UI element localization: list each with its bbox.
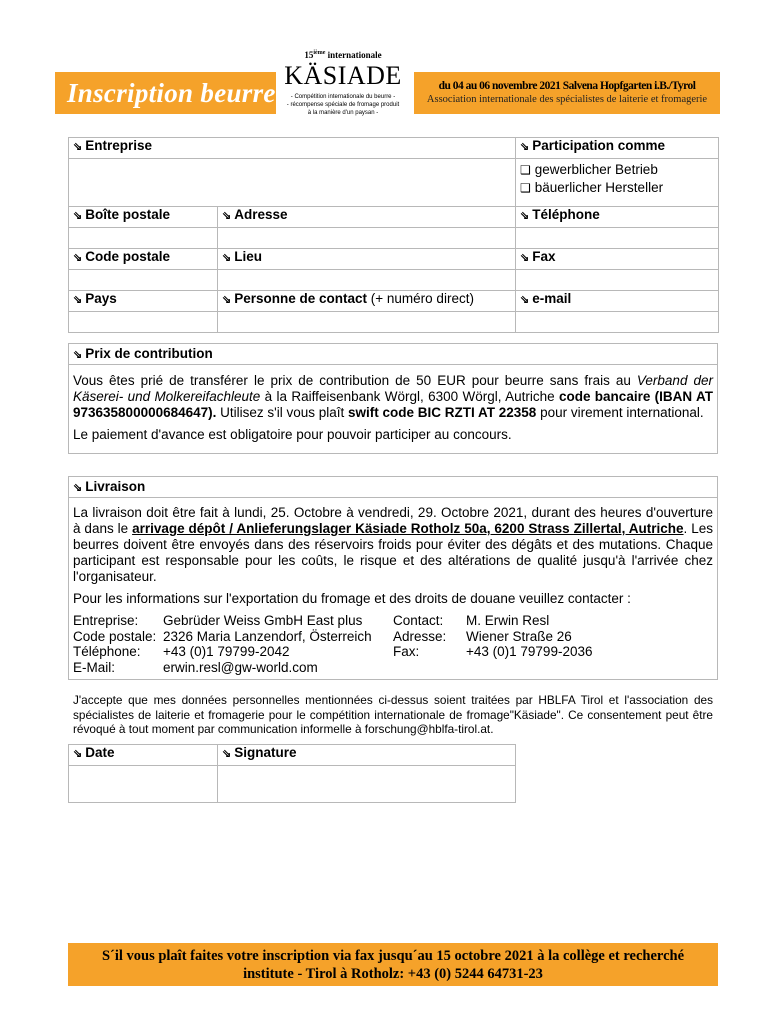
prix-body [69,365,717,453]
adresse-field[interactable] [218,228,516,249]
signature-table [68,744,516,803]
consent-text: J'accepte que mes données personnelles mentionnées ci-dessus soient traitées par HBLFA Tirol et l'association des spécialistes de laiterie et fromagerie pour le compétition internationale de fromage"Käsiade". Ce consentement peut être révoqué à tout moment par communication informelle à forschung@hblfa-tirol.at. [73,693,713,736]
fax-label: ⇘ Fax [516,249,719,270]
arrow-icon: ⇘ [222,252,232,264]
personne-field[interactable] [218,312,516,333]
arrow-icon: ⇘ [222,294,232,306]
arrow-icon: ⇘ [520,141,530,153]
kasiade-logo-block [276,50,410,117]
arrow-icon: ⇘ [222,210,232,222]
checkbox-icon: ❑ [520,181,531,195]
arrow-icon: ⇘ [73,252,83,264]
pays-label: ⇘ Pays [69,291,218,312]
tagline: - Compétition internationale du beurre - - récompense spéciale de fromage produit à la manière d'un paysan - [286,94,400,116]
pays-field[interactable] [69,312,218,333]
prix-paragraph: Vous êtes prié de transférer le prix de contribution de 50 EUR pour beurre sans frais au Verband der Käserei- und Molkereifachleute à la Raiffeisenbank Wörgl, 6300 Wörgl, Autriche code bancaire (IBAN AT 973635800000684647). Utilisez s'il vous plaît swift code BIC RZTI AT 22358 pour virement international. [73,373,714,420]
date-field[interactable] [69,766,218,803]
lieu-label: ⇘ Lieu [218,249,516,270]
participation-options [516,159,719,207]
export-info: Pour les informations sur l'exportation du fromage et des droits de douane veuillez contacter : [73,591,631,606]
edition-label: 15ième internationale [304,50,382,60]
personne-label: ⇘ Personne de contact (+ numéro direct) [218,291,516,312]
arrow-icon: ⇘ [520,252,530,264]
event-banner [414,72,720,114]
arrow-icon: ⇘ [73,482,83,494]
participation-label-cell: ⇘ Participation comme [516,138,719,159]
fax-notice: S´il vous plaît faites votre inscription via fax jusqu´au 15 octobre 2021 à la collège et recherché institute - Tirol à Rotholz: +43 (0) 5244 64731-23 [68,943,718,986]
date-label: ⇘ Date [69,745,218,766]
livraison-body [69,498,717,679]
boite-postale-field[interactable] [69,228,218,249]
option-gewerblich[interactable]: ❑ gewerblicher Betrieb [520,162,658,177]
arrow-icon: ⇘ [73,294,83,306]
signature-field[interactable] [218,766,516,803]
livraison-heading: ⇘ Livraison [69,477,717,498]
kasiade-logo: KÄSIADE [284,61,402,90]
contact-block: Entreprise: Code postale: Téléphone: E-Mail: Gebrüder Weiss GmbH East plus 2326 Maria Lanzendorf, Österreich +43 (0)1 79799-2042 erwin.resl@gw-world.com Contact: Adresse: Fax: M. Erwin Resl Wiener Straße 26 +43 (0)1 79799-2036 [73,613,593,675]
arrow-icon: ⇘ [73,141,83,153]
lieu-field[interactable] [218,270,516,291]
arrow-icon: ⇘ [73,210,83,222]
prix-heading: ⇘ Prix de contribution [69,344,717,365]
email-field[interactable] [516,312,719,333]
page-title: Inscription beurre [67,78,276,108]
arrow-icon: ⇘ [73,349,83,361]
prix-note: Le paiement d'avance est obligatoire pour pouvoir participer au concours. [73,427,512,442]
code-postale-field[interactable] [69,270,218,291]
event-dates: du 04 au 06 novembre 2021 Salvena Hopfgarten i.B./Tyrol [438,80,696,92]
entreprise-label-cell: ⇘ Entreprise [69,138,516,159]
registration-form [68,137,719,333]
boite-postale-label: ⇘ Boîte postale [69,207,218,228]
checkbox-icon: ❑ [520,163,531,177]
telephone-field[interactable] [516,228,719,249]
arrow-icon: ⇘ [520,294,530,306]
prix-section [68,343,718,454]
signature-label: ⇘ Signature [218,745,516,766]
arrow-icon: ⇘ [222,748,232,760]
entreprise-field[interactable] [69,159,516,207]
option-bauerlich[interactable]: ❑ bäuerlicher Hersteller [520,180,664,195]
code-postale-label: ⇘ Code postale [69,249,218,270]
email-label: ⇘ e-mail [516,291,719,312]
livraison-section [68,476,718,680]
arrow-icon: ⇘ [73,748,83,760]
livraison-paragraph: La livraison doit être fait à lundi, 25. Octobre à vendredi, 29. Octobre 2021, durant des heures d'ouverture à dans le arrivage dépôt / Anlieferungslager Käsiade Rotholz 50a, 6200 Strass Zillertal, Autriche. Les beurres doivent être envoyés dans des réservoirs froids pour éviter des dégâts et des mutations. Chaque participant est responsable pour les coûts, le risque et des altérations de qualité jusqu'à l'arrivée chez l'organisateur. [73,505,713,584]
fax-field[interactable] [516,270,719,291]
adresse-label: ⇘ Adresse [218,207,516,228]
title-banner [55,72,276,114]
arrow-icon: ⇘ [520,210,530,222]
telephone-label: ⇘ Téléphone [516,207,719,228]
association-name: Association internationale des spécialistes de laiterie et fromagerie [426,94,708,105]
